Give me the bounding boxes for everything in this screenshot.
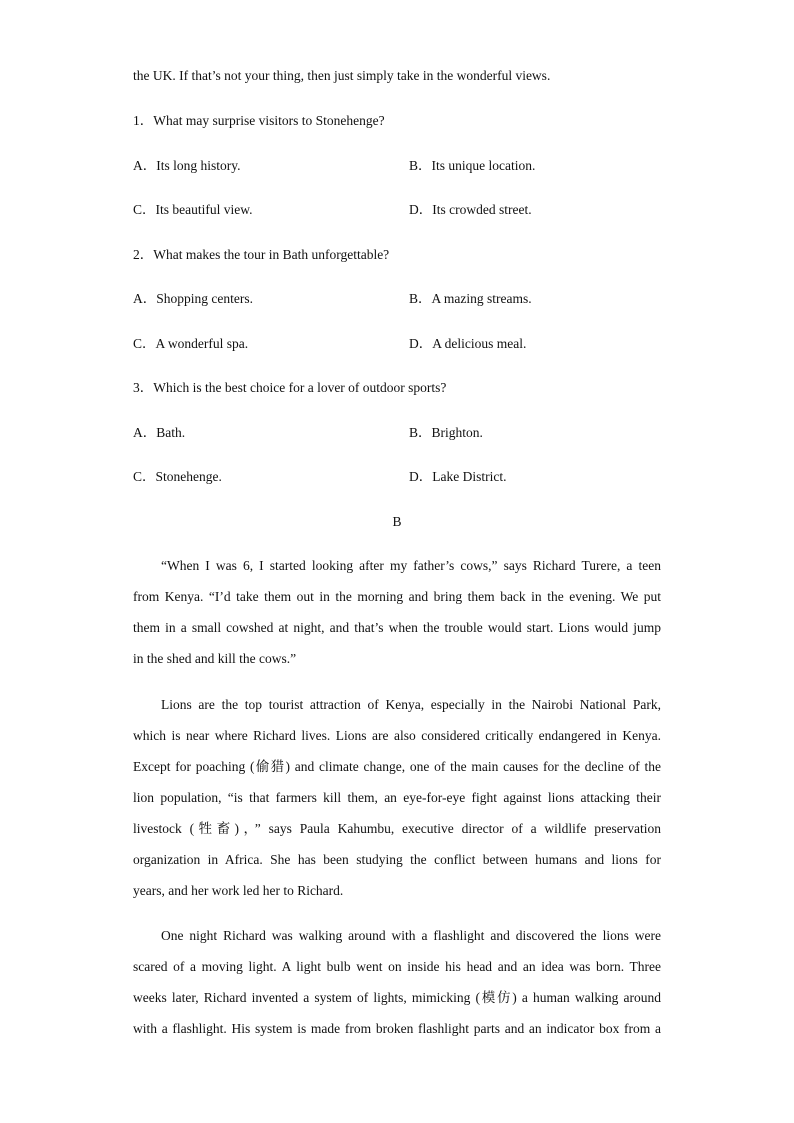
intro-tail: the UK. If that’s not your thing, then just simply take in the wonderful views. (133, 68, 551, 83)
paragraph-line: Lions are the top tourist attraction of Kenya, especially in the Nairobi National Park, (161, 697, 661, 712)
paragraph-line: “When I was 6, I started looking after my father’s cows,” says Richard Turere, a teen (161, 558, 661, 573)
option-b: B．Brighton. (409, 425, 483, 440)
paragraph-line: weeks later, Richard invented a system of lights, mimicking (模仿) a human walking around (133, 990, 661, 1005)
paragraph-line: scared of a moving light. A light bulb went on inside his head and an idea was born. Three (133, 959, 661, 974)
option-a: A．Bath. (133, 425, 186, 440)
option-b: B．A mazing streams. (409, 291, 532, 306)
paragraph-line: them in a small cowshed at night, and that’s when the trouble would start. Lions would jump (133, 620, 661, 635)
paragraph-line: from Kenya. “I’d take them out in the morning and bring them back in the evening. We put (133, 589, 661, 604)
paragraph-line: years, and her work led her to Richard. (133, 883, 344, 898)
option-a: A．Its long history. (133, 158, 241, 173)
paragraph-line: livestock (牲畜)，” says Paula Kahumbu, executive director of a wildlife preservation (133, 821, 661, 836)
question-text: 1．What may surprise visitors to Stonehenge? (133, 113, 385, 128)
paragraph-line: organization in Africa. She has been studying the conflict between humans and lions for (133, 852, 661, 867)
paragraph-line: in the shed and kill the cows.” (133, 651, 297, 666)
question-text: 2．What makes the tour in Bath unforgettable? (133, 247, 390, 262)
option-b: B．Its unique location. (409, 158, 536, 173)
paragraph-line: lion population, “is that farmers kill them, an eye-for-eye fight against lions attacking their (133, 790, 661, 805)
option-c: C．Its beautiful view. (133, 202, 253, 217)
option-d: D．Its crowded street. (409, 202, 532, 217)
option-a: A．Shopping centers. (133, 291, 253, 306)
paragraph-line: Except for poaching (偷猎) and climate change, one of the main causes for the decline of the (133, 759, 661, 774)
option-c: C．Stonehenge. (133, 469, 222, 484)
paragraph-line: which is near where Richard lives. Lions are also considered critically endangered in Kenya. (133, 728, 661, 743)
option-c: C．A wonderful spa. (133, 336, 249, 351)
option-d: D．Lake District. (409, 469, 507, 484)
paragraph-line: with a flashlight. His system is made from broken flashlight parts and an indicator box from a (133, 1021, 661, 1036)
question-text: 3．Which is the best choice for a lover of outdoor sports? (133, 380, 447, 395)
paragraph-line: One night Richard was walking around with a flashlight and discovered the lions were (161, 928, 661, 943)
section-heading: B (392, 514, 402, 529)
option-d: D．A delicious meal. (409, 336, 527, 351)
